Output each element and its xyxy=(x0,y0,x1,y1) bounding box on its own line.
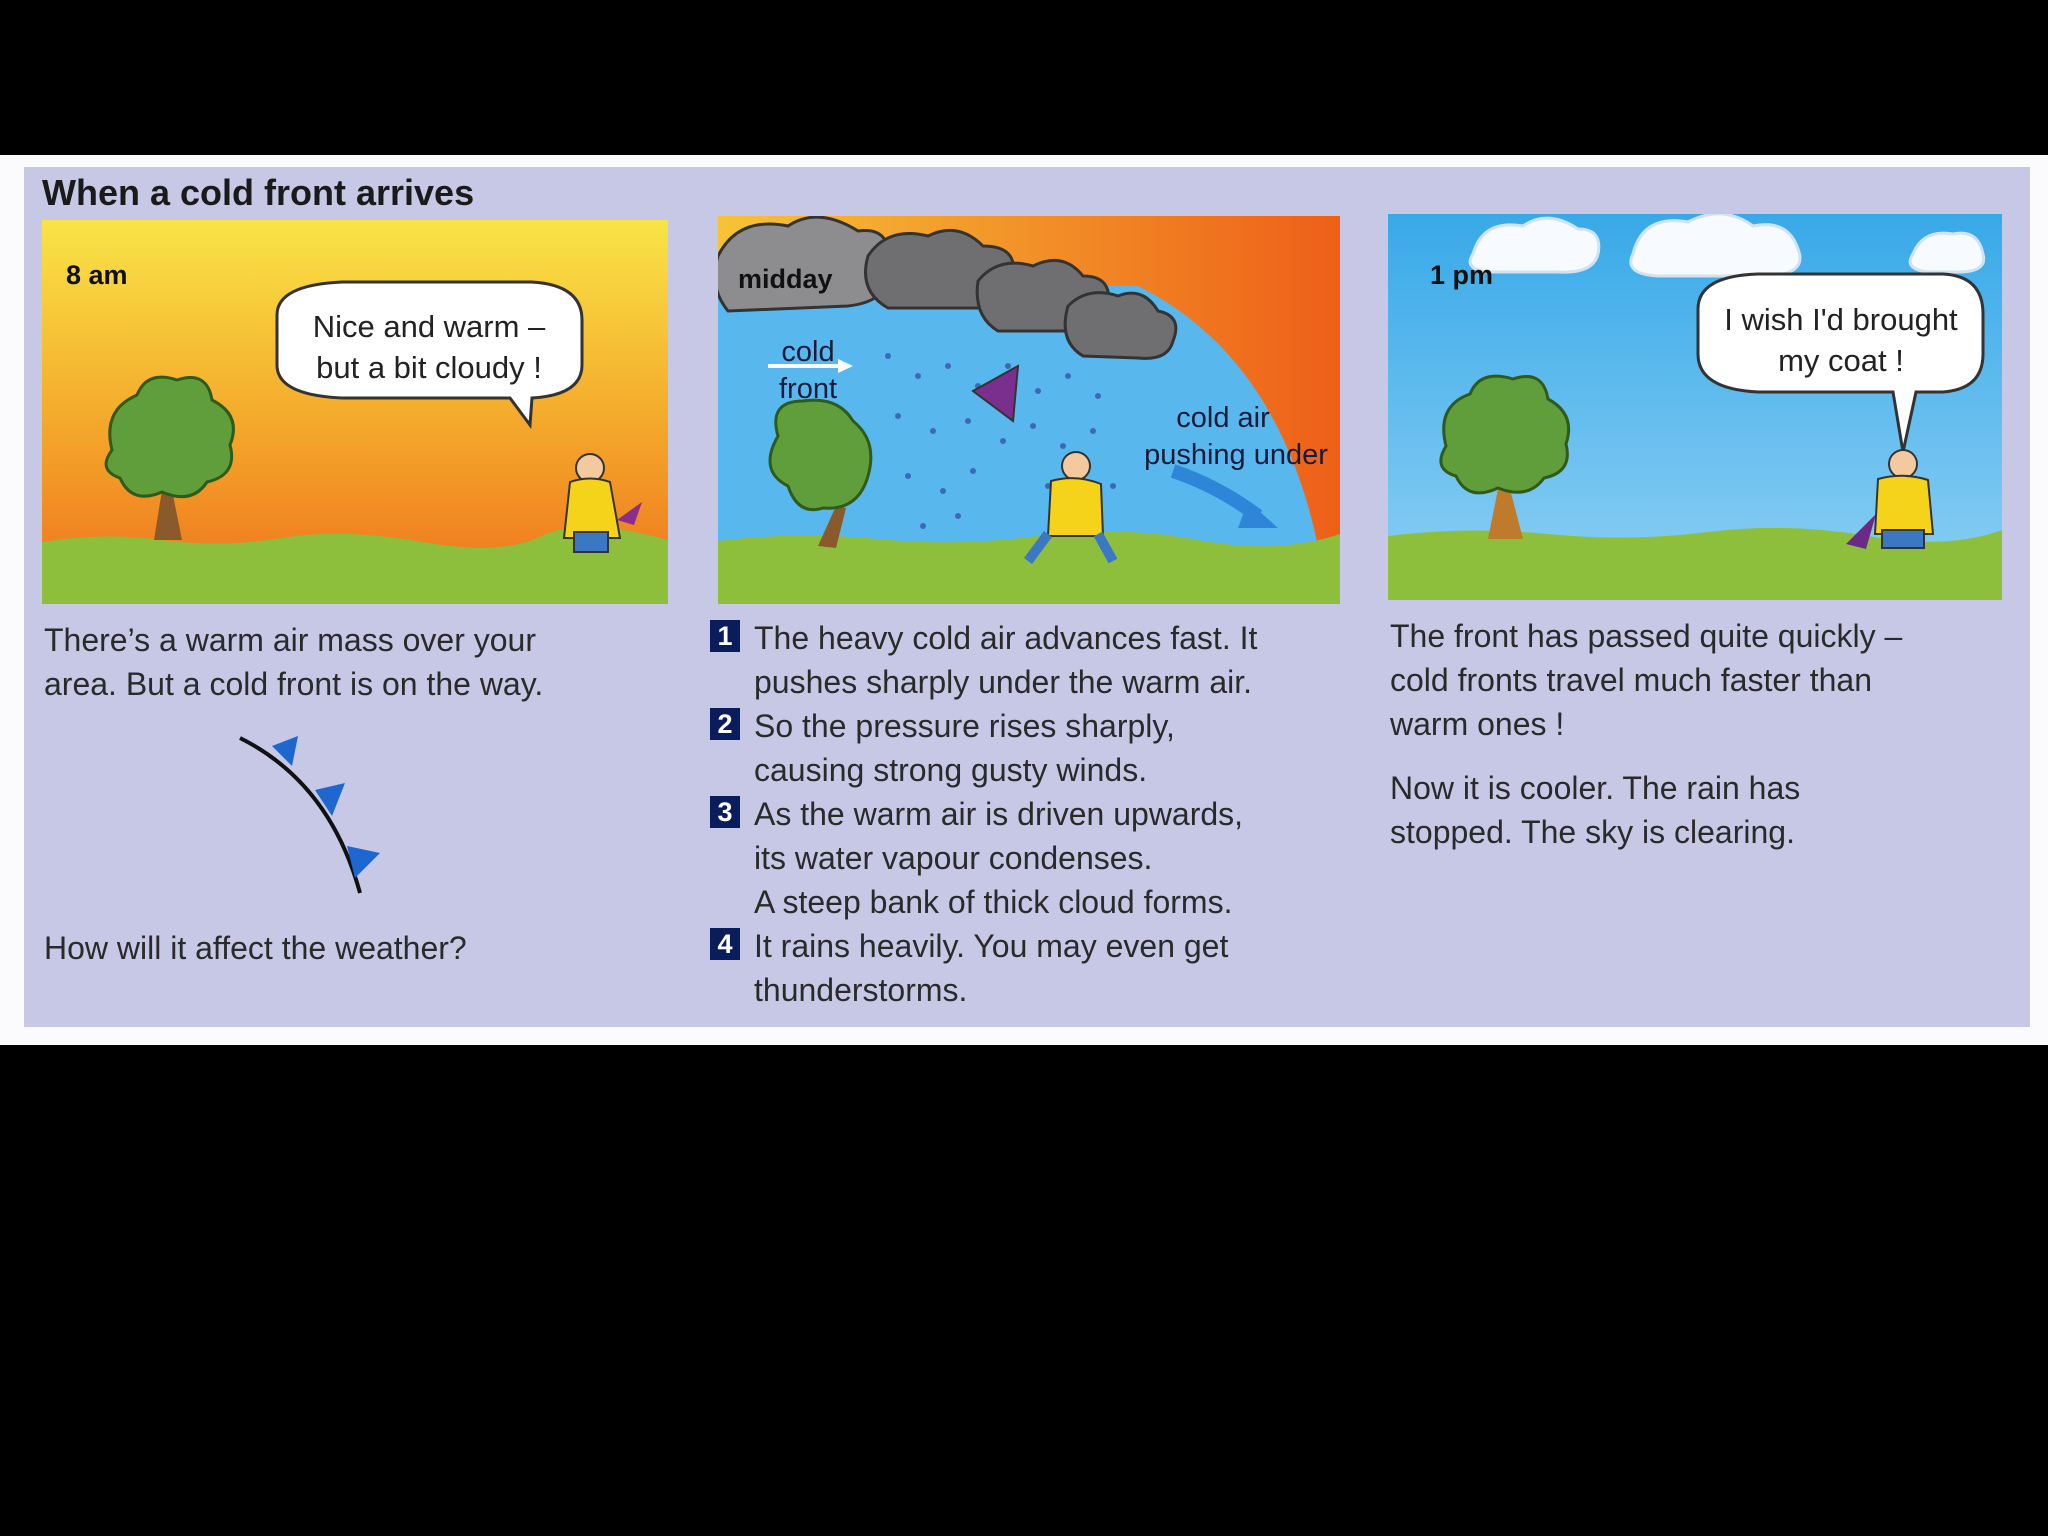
speech-line-1: Nice and warm – xyxy=(312,309,546,344)
step-2-line-2: causing strong gusty winds. xyxy=(754,752,1148,788)
page-title: When a cold front arrives xyxy=(42,172,475,213)
speech-line-2: my coat ! xyxy=(1778,343,1904,378)
panel-8am xyxy=(42,220,668,604)
outcome-line-1: The front has passed quite quickly – xyxy=(1390,618,1903,654)
step-number-1: 1 xyxy=(710,620,740,652)
question-text: How will it affect the weather? xyxy=(44,930,467,966)
step-number-4: 4 xyxy=(710,928,740,960)
step-3-line-1: As the warm air is driven upwards, xyxy=(754,796,1244,832)
panel-midday xyxy=(718,216,1340,604)
step-number-2: 2 xyxy=(710,708,740,740)
step-4 xyxy=(710,924,1228,1012)
intro-line-2: area. But a cold front is on the way. xyxy=(44,666,544,702)
outcome-line-3: warm ones ! xyxy=(1390,706,1565,742)
speech-line-1: I wish I'd brought xyxy=(1724,302,1958,337)
step-3-line-3: A steep bank of thick cloud forms. xyxy=(754,884,1233,920)
step-number-3: 3 xyxy=(710,796,740,828)
cold-front-symbol-icon xyxy=(230,728,400,898)
cold-air-label-1: cold air xyxy=(1176,402,1270,434)
step-1 xyxy=(710,616,1257,704)
step-3 xyxy=(710,792,1243,924)
speech-line-2: but a bit cloudy ! xyxy=(316,350,542,385)
time-label-1pm: 1 pm xyxy=(1430,260,1494,290)
outcome-line-5: stopped. The sky is clearing. xyxy=(1390,814,1795,850)
outcome-line-4: Now it is cooler. The rain has xyxy=(1390,770,1801,806)
step-4-line-2: thunderstorms. xyxy=(754,972,968,1008)
step-4-line-1: It rains heavily. You may even get xyxy=(754,928,1229,964)
panel-1pm xyxy=(1388,214,2002,600)
time-label-8am: 8 am xyxy=(66,260,128,290)
cold-front-label-1: cold xyxy=(781,336,835,368)
time-label-midday: midday xyxy=(738,264,833,294)
cold-air-label-2: pushing under xyxy=(1144,439,1328,471)
step-1-line-2: pushes sharply under the warm air. xyxy=(754,664,1253,700)
step-3-line-2: its water vapour condenses. xyxy=(754,840,1153,876)
step-1-line-1: The heavy cold air advances fast. It xyxy=(754,620,1258,656)
intro-line-1: There’s a warm air mass over your xyxy=(44,622,536,658)
outcome-line-2: cold fronts travel much faster than xyxy=(1390,662,1872,698)
cold-front-label-2: front xyxy=(778,373,838,405)
step-2-line-1: So the pressure rises sharply, xyxy=(754,708,1175,744)
step-2 xyxy=(710,704,1175,792)
